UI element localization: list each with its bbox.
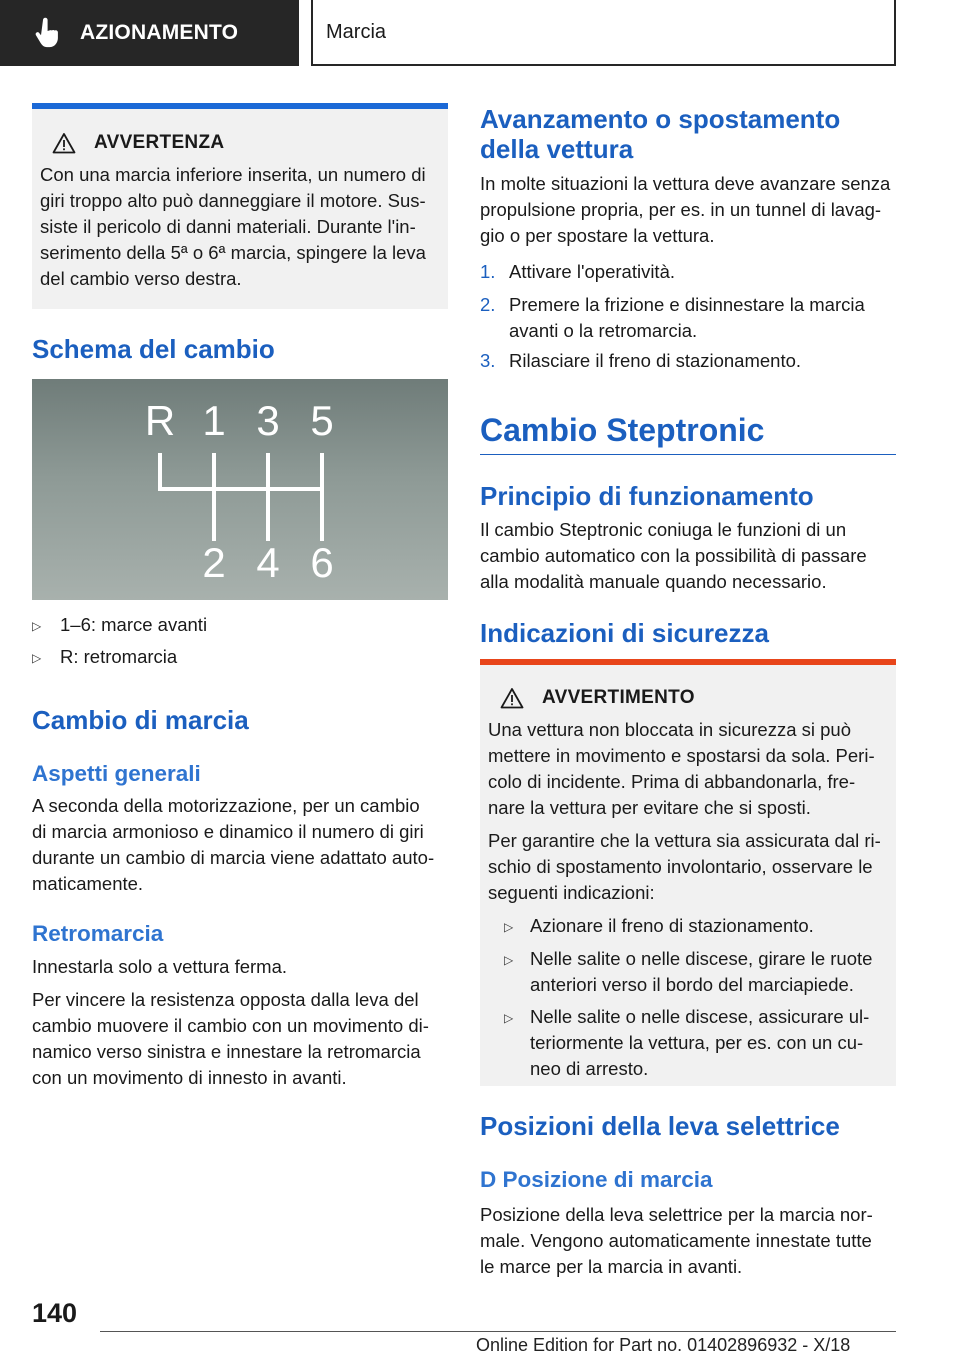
text-line: Nelle salite o nelle discese, assicurare ul- [530,1006,870,1027]
bullet-triangle-icon: ▷ [32,619,42,633]
heading-principio: Principio di funzionamento [480,481,814,511]
gear-label-6: 6 [310,539,334,586]
warning-text [40,162,440,292]
paragraph-aspetti [32,793,452,897]
section-tab [0,0,299,66]
text-line: Una vettura non bloccata in sicurezza si può [488,719,852,740]
text-line: maticamente. [32,873,144,894]
subheading-d-posizione: D Posizione di marcia [480,1167,713,1192]
warning-title: AVVERTIMENTO [542,687,695,708]
step-text [509,292,865,344]
hand-touch-icon [32,16,66,50]
text-line: cambio muovere il cambio con un movimento di- [32,1015,429,1036]
gear-pattern-illustration [32,379,448,600]
paragraph-retromarcia-detail [32,987,452,1091]
heading-avanzamento [480,104,840,164]
page-number: 140 [32,1298,78,1328]
list-item [32,612,207,639]
paragraph-retromarcia: Innestarla solo a vettura ferma. [32,956,288,977]
bullet-triangle-icon: ▷ [504,953,514,967]
text-line: seguenti indicazioni: [488,882,655,903]
step-text [509,348,801,374]
text-line: Azionare il freno di stazionamento. [530,915,814,936]
text-line: siste il pericolo di danni materiali. Durante l'in- [40,216,416,237]
text-line: con un movimento di innesto in avanti. [32,1067,347,1088]
warning-box-avvertimento [480,659,896,1086]
footer-edition: Online Edition for Part no. 01402896932 - X/18 [476,1335,851,1355]
chapter-title: Marcia [326,20,387,43]
text-line: Premere la frizione e disinnestare la marcia [509,294,865,315]
text-line: alla modalità manuale quando necessario. [480,571,827,592]
warning-title: AVVERTENZA [94,132,225,153]
text-line: neo di arresto. [530,1058,649,1079]
gear-label-5: 5 [310,397,334,444]
gear-gate-top [160,455,322,489]
text-line: della vettura [480,134,634,164]
bullet-triangle-icon: ▷ [504,1011,514,1025]
heading-cambio-di-marcia: Cambio di marcia [32,705,249,735]
paragraph-steptronic [480,517,900,595]
text-line: giri troppo alto può danneggiare il motore. Sus- [40,190,426,211]
text-line: Nelle salite o nelle discese, girare le ruote [530,948,873,969]
step-number: 3. [480,350,496,371]
text-line: le marce per la marcia in avanti. [480,1256,743,1277]
text-line: cambio automatico con la possibilità di passare [480,545,867,566]
heading-posizioni: Posizioni della leva selettrice [480,1111,840,1141]
heading-cambio-steptronic: Cambio Steptronic [480,412,765,448]
section-title: AZIONAMENTO [80,21,239,44]
warning-box-avvertenza [32,103,448,309]
gear-label-4: 4 [256,539,280,586]
text-line: schio di spostamento involontario, osservare le [488,856,873,877]
gear-label-1: 1 [202,397,226,444]
gear-label-r: R [144,397,176,444]
step-number: 1. [480,261,496,282]
text-line: In molte situazioni la vettura deve avanzare senza [480,173,891,194]
list-item [504,946,888,998]
text-line: nare la vettura per evitare che si sposti. [488,797,811,818]
text-line: male. Vengono automaticamente innestate tutte [480,1230,872,1251]
paragraph-posizioni [480,1202,900,1280]
warning-triangle-icon [500,687,524,709]
bullet-triangle-icon: ▷ [32,651,42,665]
gear-shift-diagram [32,379,448,600]
text-line: Posizione della leva selettrice per la marcia nor- [480,1204,873,1225]
text-line: A seconda della motorizzazione, per un cambio [32,795,420,816]
bullet-text: 1–6: marce avanti [60,614,208,635]
text-line: Per garantire che la vettura sia assicurata dal ri- [488,830,881,851]
bullet-triangle-icon: ▷ [504,920,514,934]
paragraph-avanzamento [480,171,900,249]
text-line: serimento della 5ª o 6ª marcia, spingere la leva [40,242,426,263]
heading-sicurezza: Indicazioni di sicurezza [480,618,769,648]
text-line: Rilasciare il freno di stazionamento. [509,350,802,371]
text-line: Con una marcia inferiore inserita, un numero di [40,164,426,185]
text-line: colo di incidente. Prima di abbandonarla, fre- [488,771,856,792]
list-item [32,644,177,671]
text-line: Il cambio Steptronic coniuga le funzioni di un [480,519,847,540]
gear-label-3: 3 [256,397,280,444]
text-line: propulsione propria, per es. in un tunnel di lavag- [480,199,882,220]
warning-text-2 [488,828,888,906]
text-line: del cambio verso destra. [40,268,242,289]
text-line: avanti o la retromarcia. [509,320,698,341]
text-line: durante un cambio di marcia viene adattato auto- [32,847,435,868]
step-number: 2. [480,294,496,315]
chapter-box [311,0,896,66]
heading-schema: Schema del cambio [32,334,275,364]
list-item [504,1004,888,1082]
text-line: anteriori verso il bordo del marciapiede. [530,974,854,995]
subheading-retromarcia: Retromarcia [32,921,164,946]
gear-label-2: 2 [202,539,226,586]
step-text [509,259,675,285]
footer-rule [100,1331,896,1332]
bullet-text: R: retromarcia [60,646,178,667]
text-line: namico verso sinistra e innestare la retromarcia [32,1041,421,1062]
heading-rule [480,454,896,455]
text-line: Avanzamento o spostamento [480,104,841,134]
list-item [504,913,888,940]
text-line: di marcia armonioso e dinamico il numero di giri [32,821,424,842]
text-line: teriormente la vettura, per es. con un cu- [530,1032,864,1053]
warning-triangle-icon [52,132,76,154]
warning-text [488,717,888,821]
subheading-aspetti-generali: Aspetti generali [32,761,201,786]
text-line: Attivare l'operatività. [509,261,675,282]
text-line: gio o per spostare la vettura. [480,225,715,246]
text-line: mettere in movimento e spostarsi da sola. Peri- [488,745,875,766]
text-line: Per vincere la resistenza opposta dalla leva del [32,989,419,1010]
